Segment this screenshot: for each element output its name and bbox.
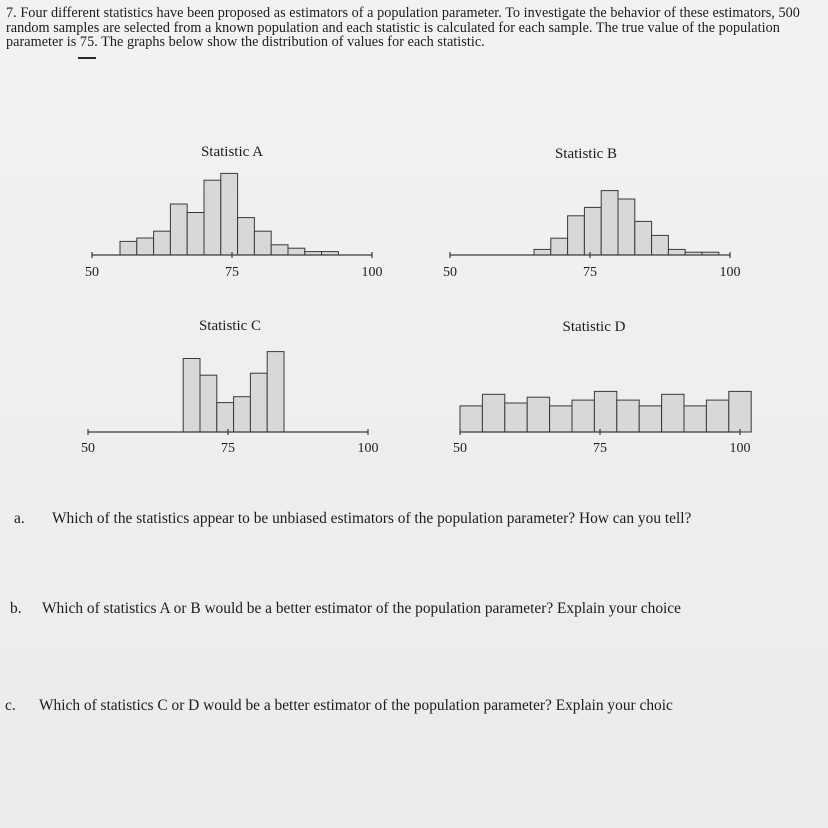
question-b-text: Which of statistics A or B would be a better estimator of the population parameter? Explain your choice: [42, 600, 681, 617]
statistic-a-bar: [120, 241, 137, 255]
statistic-b-bar: [635, 221, 652, 255]
statistic-b-bar: [668, 249, 685, 255]
question-b-letter: b.: [10, 600, 22, 617]
problem-number: 7.: [6, 5, 17, 21]
question-a-letter: a.: [14, 510, 25, 527]
histogram-statistic-c: [81, 318, 379, 456]
histogram-statistic-b: [443, 146, 741, 280]
statistic-c-bar: [217, 403, 234, 432]
statistic-b-bar: [601, 191, 618, 255]
statistic-d-bar: [572, 400, 594, 432]
statistic-d-bar: [594, 391, 616, 432]
statistic-d-tick-label: 75: [593, 441, 607, 456]
question-a-text: Which of the statistics appear to be unbiased estimators of the population parameter? How can you tell?: [52, 510, 692, 527]
question-c-letter: c.: [5, 697, 16, 714]
statistic-c-tick-label: 50: [81, 441, 95, 456]
statistic-a-tick-label: 50: [85, 265, 99, 280]
statistic-a-tick-label: 100: [361, 265, 383, 280]
statistic-d-bar: [482, 394, 504, 432]
statistic-d-bar: [550, 406, 572, 432]
statistic-c-title: Statistic C: [198, 318, 262, 334]
statistic-d-bar: [706, 400, 728, 432]
statistic-a-tick-label: 75: [225, 265, 239, 280]
statistic-d-bar: [505, 403, 527, 432]
statistic-c-bar: [250, 373, 267, 432]
statistic-b-bar: [551, 238, 568, 255]
question-b: [10, 600, 681, 618]
histogram-statistic-a: [85, 144, 383, 280]
histogram-statistic-d: [453, 319, 751, 456]
statistic-b-bar: [652, 235, 669, 255]
question-a: [14, 510, 691, 528]
statistic-a-bar: [154, 231, 171, 255]
problem-text-before: Four different statistics have been proposed as estimators of a population parameter. To investigate the behavior of these estimators, 500 random samples are selected from a known population and each statistic is calculated for each sample. The true value of the population parameter is: [6, 5, 800, 50]
statistic-c-tick-label: 75: [221, 441, 235, 456]
statistic-d-bar: [617, 400, 639, 432]
statistic-a-bar: [288, 248, 305, 255]
statistic-d-bar: [460, 406, 482, 432]
statistic-a-bar: [170, 204, 187, 255]
statistic-a-title: Statistic A: [200, 144, 264, 160]
statistic-c-tick-label: 100: [357, 441, 379, 456]
statistic-b-bar: [618, 199, 635, 255]
statistic-a-bar: [204, 180, 221, 255]
statistic-b-tick-label: 100: [719, 265, 741, 280]
question-c-text: Which of statistics C or D would be a better estimator of the population parameter? Explain your choic: [39, 697, 673, 714]
statistic-a-bar: [254, 231, 271, 255]
statistic-d-bar: [662, 394, 684, 432]
statistic-b-bar: [568, 216, 585, 255]
statistic-d-bar: [729, 391, 751, 432]
statistic-a-bar: [187, 213, 204, 256]
statistic-b-tick-label: 75: [583, 265, 597, 280]
statistic-d-bar: [684, 406, 706, 432]
question-c: [5, 697, 673, 715]
statistic-a-bar: [238, 218, 255, 255]
statistic-d-tick-label: 50: [453, 441, 467, 456]
statistic-b-bar: [584, 207, 601, 255]
statistic-d-tick-label: 100: [729, 441, 751, 456]
true-value-underlined: 75: [79, 34, 95, 50]
statistic-b-title: Statistic B: [554, 146, 618, 162]
statistic-c-bar: [183, 359, 200, 433]
problem-text-after: . The graphs below show the distribution of values for each statistic.: [94, 34, 485, 50]
statistic-a-bar: [221, 173, 238, 255]
statistic-b-tick-label: 50: [443, 265, 457, 280]
statistic-d-bar: [527, 397, 549, 432]
statistic-a-bar: [271, 245, 288, 255]
statistic-d-title: Statistic D: [562, 319, 626, 335]
statistic-c-bar: [200, 375, 217, 432]
statistic-b-bar: [534, 249, 551, 255]
statistic-c-bar: [234, 397, 251, 432]
statistic-c-bar: [267, 352, 284, 432]
statistic-d-bar: [639, 406, 661, 432]
statistic-a-bar: [137, 238, 154, 255]
